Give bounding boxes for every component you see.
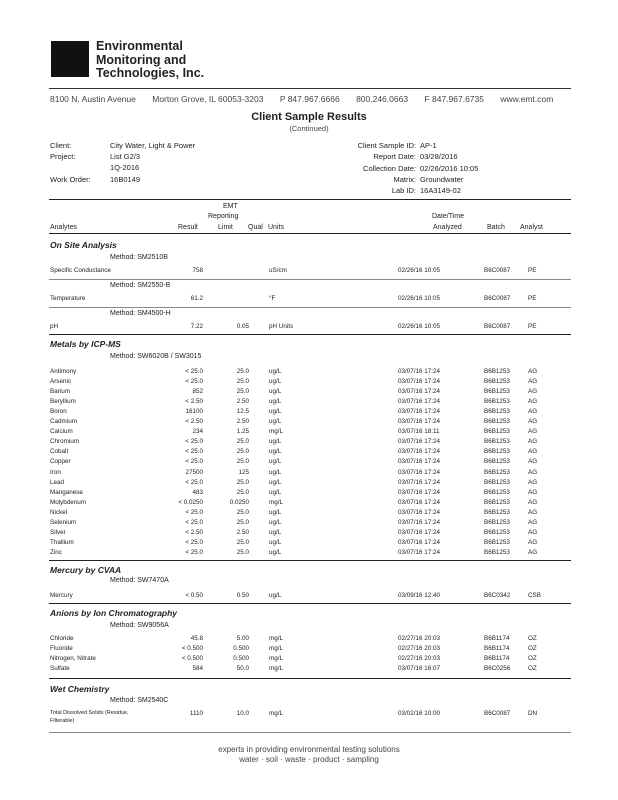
- matrix-value: Groundwater: [420, 175, 464, 184]
- table-row: [50, 549, 565, 558]
- limit: 25.0: [236, 448, 249, 456]
- analyte: Arsenic: [50, 378, 71, 386]
- analyzed-date: 03/07/16 17:24: [398, 478, 441, 486]
- analyzed-date: 03/07/16 17:24: [398, 458, 441, 466]
- limit: 0.0250: [229, 498, 249, 506]
- table-row: [50, 499, 565, 508]
- unit: ug/L: [269, 408, 282, 416]
- analyst: AG: [528, 378, 538, 386]
- batch: B6B1253: [484, 368, 510, 375]
- unit: ug/L: [269, 528, 282, 536]
- col-limit: Limit: [218, 224, 233, 231]
- unit: mg/L: [269, 635, 283, 642]
- unit: ug/L: [269, 398, 282, 406]
- table-row: [50, 529, 565, 538]
- table-row: [50, 448, 565, 457]
- batch: B6B1253: [484, 548, 510, 556]
- col-result: Result: [178, 224, 198, 231]
- table-row: [50, 539, 565, 548]
- batch: B6B1253: [484, 538, 510, 546]
- limit: 25.0: [236, 478, 249, 486]
- collection-date-row: [316, 164, 478, 173]
- analyte: Iron: [50, 468, 61, 476]
- table-row: [50, 267, 565, 276]
- analyst: AG: [528, 398, 538, 406]
- lab-id-row: [316, 186, 461, 195]
- unit: mg/L: [269, 665, 283, 672]
- section-title-wetchem: Wet Chemistry: [50, 684, 110, 694]
- analyst: DN: [528, 710, 538, 717]
- analyte: Mercury: [50, 592, 73, 599]
- street-address: 8100 N. Austin Avenue: [50, 94, 136, 104]
- result: < 25.0: [185, 548, 203, 556]
- unit: mg/L: [269, 710, 283, 717]
- result: < 2.50: [185, 418, 203, 426]
- unit: °F: [269, 295, 276, 302]
- analyte: Copper: [50, 458, 71, 466]
- analyte-continued: Filterable): [50, 718, 75, 724]
- analyzed-date: 03/09/16 12:40: [398, 592, 441, 599]
- footer-services: water · soil · waste · product · sampling: [239, 755, 379, 764]
- limit: 25.0: [236, 518, 249, 526]
- limit: 25.0: [236, 458, 249, 466]
- company-name-line: Environmental: [96, 39, 183, 53]
- limit: 25.0: [236, 508, 249, 516]
- analyte: Calcium: [50, 428, 73, 436]
- limit: 0.50: [236, 592, 249, 599]
- analyzed-date: 03/07/16 17:24: [398, 418, 441, 426]
- table-row: [50, 479, 565, 488]
- company-name-line: Monitoring and: [96, 52, 187, 67]
- analyzed-date: 03/07/16 17:24: [398, 368, 441, 375]
- col-analyzed: Analyzed: [433, 224, 462, 231]
- phone-number: P 847.967.6666: [279, 94, 340, 104]
- table-row: [50, 408, 565, 417]
- section-title-mercury: Mercury by CVAA: [50, 565, 122, 575]
- method-label: Method: SW7470A: [110, 577, 169, 584]
- section-title-metals: Metals by ICP-MS: [50, 339, 121, 349]
- analyte: Sulfate: [50, 665, 70, 672]
- limit: 25.0: [236, 438, 249, 446]
- result: 1110: [189, 710, 203, 717]
- analyzed-date: 03/07/16 16:07: [398, 665, 441, 672]
- result: < 25.0: [185, 448, 203, 456]
- col-emt: EMT: [223, 203, 238, 210]
- result: < 25.0: [185, 478, 203, 486]
- fax-number: F 847.967.6735: [424, 94, 484, 104]
- toll-free-number: 800.246.0663: [356, 94, 409, 104]
- table-row: [50, 645, 565, 654]
- table-row: [50, 323, 565, 332]
- analyzed-date: 03/07/16 17:24: [398, 538, 441, 546]
- col-units: Units: [268, 224, 284, 231]
- analyte: Thallium: [50, 538, 74, 546]
- analyte: Temperature: [50, 295, 86, 302]
- report-subtitle: (Continued): [289, 124, 329, 133]
- col-batch: Batch: [487, 224, 505, 231]
- section-divider: [49, 334, 571, 335]
- batch: B6B1174: [484, 645, 510, 652]
- project-row: [50, 152, 140, 161]
- analyte: Silver: [50, 528, 66, 536]
- result: < 25.0: [185, 538, 203, 546]
- lab-id-label: Lab ID:: [391, 186, 416, 195]
- analyst: AG: [528, 548, 538, 556]
- col-analyst: Analyst: [520, 224, 543, 231]
- result: < 25.0: [185, 378, 203, 386]
- analyst: CSB: [528, 592, 541, 599]
- analyzed-date: 03/07/16 17:24: [398, 548, 441, 556]
- analyzed-date: 03/07/16 17:24: [398, 518, 441, 526]
- analyte: Boron: [50, 408, 67, 416]
- table-row: [50, 418, 565, 427]
- result: 27500: [185, 468, 203, 476]
- limit: 10.0: [236, 710, 249, 717]
- unit: ug/L: [269, 438, 282, 446]
- batch: B6B1253: [484, 498, 510, 506]
- limit: 0.500: [233, 655, 249, 662]
- unit: mg/L: [269, 428, 283, 436]
- limit: 25.0: [236, 548, 249, 556]
- result: 16100: [185, 408, 203, 416]
- analyst: AG: [528, 468, 538, 476]
- batch: B6B1253: [484, 478, 510, 486]
- batch: B6B1253: [484, 448, 510, 456]
- analyte: Nitrogen, Nitrate: [50, 655, 96, 662]
- analyte: Chloride: [50, 635, 74, 642]
- analyzed-date: 03/07/16 17:24: [398, 398, 441, 406]
- table-row: [50, 368, 565, 377]
- analyzed-date: 02/27/16 20:03: [398, 645, 441, 652]
- analyzed-date: 03/07/16 17:24: [398, 448, 441, 456]
- analyte: Barium: [50, 388, 70, 396]
- limit: 25.0: [236, 388, 249, 396]
- analyst: AG: [528, 408, 538, 416]
- unit: ug/L: [269, 378, 282, 386]
- unit: mg/L: [269, 498, 283, 506]
- method-label: Method: SW6020B / SW3015: [110, 353, 202, 360]
- analyst: AG: [528, 488, 538, 496]
- analyte: Molybdenum: [50, 498, 87, 506]
- table-row: [50, 295, 565, 304]
- analyst: AG: [528, 368, 538, 375]
- project-label: Project:: [50, 152, 76, 161]
- table-row: [50, 388, 565, 397]
- batch: B6C0087: [484, 323, 511, 330]
- result: < 25.0: [185, 518, 203, 526]
- batch: B6C0087: [484, 295, 511, 302]
- analyte: Beryllium: [50, 398, 76, 406]
- batch: B6B1174: [484, 655, 510, 662]
- table-row: [50, 665, 565, 674]
- analyzed-date: 03/07/16 17:24: [398, 508, 441, 516]
- analyte: Antimony: [50, 368, 77, 375]
- analyzed-date: 03/07/16 18:11: [398, 428, 440, 436]
- analyst: AG: [528, 428, 538, 436]
- analyst: PE: [528, 267, 537, 274]
- batch: B6C0342: [484, 592, 511, 599]
- unit: pH Units: [269, 323, 294, 330]
- unit: uS/cm: [269, 267, 287, 274]
- table-row: [50, 428, 565, 437]
- section-title-anions: Anions by Ion Chromatography: [50, 608, 178, 618]
- project-value: List G2/3: [110, 152, 141, 161]
- batch: B6B1253: [484, 378, 510, 386]
- analyst: AG: [528, 388, 538, 396]
- lab-id-value: 16A3149-02: [420, 186, 461, 195]
- result: 483: [192, 488, 203, 496]
- unit: ug/L: [269, 458, 282, 466]
- analyzed-date: 02/26/16 10:05: [398, 295, 441, 302]
- limit: 50.0: [236, 665, 249, 672]
- analyst: AG: [528, 478, 538, 486]
- unit: mg/L: [269, 645, 283, 652]
- unit: ug/L: [269, 488, 282, 496]
- analyzed-date: 02/27/16 20:03: [398, 655, 441, 662]
- analyzed-date: 03/07/16 17:24: [398, 388, 441, 396]
- method-label: Method: SM2550-B: [110, 282, 171, 289]
- table-row: [50, 519, 565, 528]
- limit: 25.0: [236, 368, 249, 375]
- company-logo: [51, 41, 89, 77]
- method-label: Method: SW9056A: [110, 622, 169, 629]
- analyst: OZ: [528, 645, 537, 652]
- analyst: PE: [528, 295, 537, 302]
- unit: ug/L: [269, 418, 282, 426]
- unit: ug/L: [269, 478, 282, 486]
- result: < 0.50: [185, 592, 203, 599]
- table-row: [50, 438, 565, 447]
- col-datetime: Date/Time: [432, 213, 465, 220]
- analyte: Cadmium: [50, 418, 77, 426]
- analyst: OZ: [528, 655, 537, 662]
- table-row: [50, 489, 565, 498]
- client-label: Client:: [50, 141, 72, 150]
- result: 234: [192, 428, 203, 436]
- sample-id-value: AP-1: [420, 141, 437, 150]
- unit: ug/L: [269, 548, 282, 556]
- analyst: OZ: [528, 665, 537, 672]
- limit: 0.500: [233, 645, 249, 652]
- report-title: Client Sample Results: [251, 111, 367, 123]
- result: 584: [192, 665, 203, 672]
- analyzed-date: 02/27/16 20:03: [398, 635, 441, 642]
- analyte: Specific Conductance: [50, 267, 111, 274]
- analyst: PE: [528, 323, 537, 330]
- batch: B6B1253: [484, 428, 510, 436]
- batch: B6B1253: [484, 528, 510, 536]
- batch: B6B1253: [484, 418, 510, 426]
- col-qual: Qual: [248, 224, 263, 231]
- city-address: Morton Grove, IL 60053-3203: [152, 94, 264, 104]
- analyst: AG: [528, 518, 538, 526]
- section-divider: [49, 560, 571, 561]
- analyte: Nickel: [50, 508, 68, 516]
- workorder-value: 16B0149: [110, 175, 141, 184]
- matrix-row: [316, 175, 463, 184]
- result: < 0.500: [181, 645, 203, 652]
- batch: B6B1253: [484, 508, 510, 516]
- batch: B6B1253: [484, 388, 510, 396]
- batch: B6B1253: [484, 398, 510, 406]
- analyzed-date: 02/26/16 10:05: [398, 267, 441, 274]
- result: < 25.0: [185, 368, 203, 375]
- table-row: [50, 469, 565, 478]
- batch: B6B1253: [484, 468, 510, 476]
- limit: 2.50: [236, 418, 249, 426]
- analyzed-date: 03/07/16 17:24: [398, 468, 441, 476]
- analyst: AG: [528, 528, 538, 536]
- unit: ug/L: [269, 508, 282, 516]
- unit: ug/L: [269, 468, 282, 476]
- batch: B6C0087: [484, 710, 511, 717]
- unit: ug/L: [269, 388, 282, 396]
- analyzed-date: 03/07/16 17:24: [398, 488, 441, 496]
- method-label: Method: SM2510B: [110, 254, 168, 261]
- analyzed-date: 03/07/16 17:24: [398, 438, 441, 446]
- batch: B6B1253: [484, 438, 510, 446]
- limit: 25.0: [236, 378, 249, 386]
- col-reporting: Reporting: [208, 213, 239, 220]
- analyzed-date: 03/07/16 17:24: [398, 408, 441, 416]
- method-label: Method: SM2540C: [110, 697, 169, 704]
- section-divider: [49, 603, 571, 604]
- company-name: [96, 40, 204, 81]
- col-analytes: Analytes: [50, 224, 77, 231]
- analyzed-date: 03/02/16 10:00: [398, 710, 441, 717]
- limit: 5.00: [236, 635, 249, 642]
- collection-date-value: 02/26/2016 10:05: [420, 164, 479, 173]
- table-row: [50, 378, 565, 387]
- collection-date-label: Collection Date:: [363, 164, 416, 173]
- analyzed-date: 02/26/16 10:05: [398, 323, 441, 330]
- result: < 25.0: [185, 508, 203, 516]
- workorder-row: [50, 175, 140, 184]
- analyst: AG: [528, 498, 538, 506]
- analyte: Cobalt: [50, 448, 69, 456]
- table-top-divider: [49, 199, 571, 200]
- client-value: City Water, Light & Power: [110, 141, 196, 150]
- analyst: AG: [528, 538, 538, 546]
- analyzed-date: 03/07/16 17:24: [398, 498, 441, 506]
- company-address: [50, 94, 567, 104]
- table-row: [50, 458, 565, 467]
- footer-divider: [49, 732, 571, 733]
- result: 45.8: [190, 635, 203, 642]
- table-header-divider: [49, 233, 571, 234]
- table-row: [50, 509, 565, 518]
- analyte: Selenium: [50, 518, 77, 526]
- workorder-label: Work Order:: [50, 175, 91, 184]
- result: < 2.50: [185, 398, 203, 406]
- unit: ug/L: [269, 538, 282, 546]
- analyte: Total Dissolved Solids (Residue,: [50, 710, 129, 716]
- method-divider: [49, 279, 571, 280]
- batch: B6B1253: [484, 488, 510, 496]
- method-divider: [49, 307, 571, 308]
- limit: 2.50: [236, 528, 249, 536]
- method-label: Method: SM4500-H: [110, 310, 171, 317]
- result: < 25.0: [185, 438, 203, 446]
- analyte: Lead: [50, 478, 65, 486]
- company-name-line: Technologies, Inc.: [96, 66, 205, 80]
- limit: 25.0: [236, 538, 249, 546]
- result: < 0.0250: [178, 498, 203, 506]
- table-row: [50, 710, 565, 728]
- unit: mg/L: [269, 655, 283, 662]
- batch: B6C0256: [484, 665, 511, 672]
- footer-tagline: experts in providing environmental testing solutions: [218, 745, 400, 754]
- limit: 2.50: [236, 398, 249, 406]
- analyte: Zinc: [50, 548, 62, 556]
- analyte: pH: [50, 323, 59, 330]
- matrix-label: Matrix:: [393, 175, 416, 184]
- result: 7.22: [190, 323, 203, 330]
- sample-id-label: Client Sample ID:: [357, 141, 416, 150]
- result: < 25.0: [185, 458, 203, 466]
- analyst: AG: [528, 438, 538, 446]
- batch: B6B1174: [484, 635, 510, 642]
- table-row: [50, 655, 565, 664]
- analyzed-date: 03/07/16 17:24: [398, 378, 441, 386]
- unit: ug/L: [269, 518, 282, 526]
- sample-id-row: [316, 141, 437, 150]
- limit: 0.05: [236, 323, 249, 330]
- analyte: Manganese: [50, 488, 83, 496]
- section-title-onsite: On Site Analysis: [50, 240, 117, 250]
- result: 61.2: [190, 295, 203, 302]
- table-row: [50, 635, 565, 644]
- analyst: AG: [528, 418, 538, 426]
- report-date-row: [316, 152, 458, 161]
- analyst: AG: [528, 448, 538, 456]
- report-date-value: 03/28/2016: [420, 152, 458, 161]
- project-value-2: 1Q-2016: [110, 163, 140, 172]
- limit: 12.5: [236, 408, 249, 416]
- unit: ug/L: [269, 368, 282, 375]
- result: < 2.50: [185, 528, 203, 536]
- table-row: [50, 398, 565, 407]
- unit: ug/L: [269, 448, 282, 456]
- client-row: [50, 141, 195, 150]
- report-date-label: Report Date:: [373, 152, 416, 161]
- batch: B6C0087: [484, 267, 511, 274]
- batch: B6B1253: [484, 408, 510, 416]
- analyte: Fluoride: [50, 645, 73, 652]
- analyst: AG: [528, 508, 538, 516]
- batch: B6B1253: [484, 458, 510, 466]
- table-row: [50, 592, 565, 601]
- analyzed-date: 03/07/16 17:24: [398, 528, 441, 536]
- website: www.emt.com: [500, 94, 554, 104]
- batch: B6B1253: [484, 518, 510, 526]
- result: 852: [192, 388, 203, 396]
- analyst: AG: [528, 458, 538, 466]
- limit: 125: [238, 468, 249, 476]
- analyte: Chromium: [50, 438, 80, 446]
- unit: ug/L: [269, 592, 282, 599]
- section-divider: [49, 678, 571, 679]
- limit: 1.25: [236, 428, 249, 436]
- result: 758: [192, 267, 203, 274]
- project-row-2: [110, 163, 139, 172]
- analyst: OZ: [528, 635, 537, 642]
- result: < 0.500: [181, 655, 203, 662]
- header-divider: [49, 88, 571, 89]
- limit: 25.0: [236, 488, 249, 496]
